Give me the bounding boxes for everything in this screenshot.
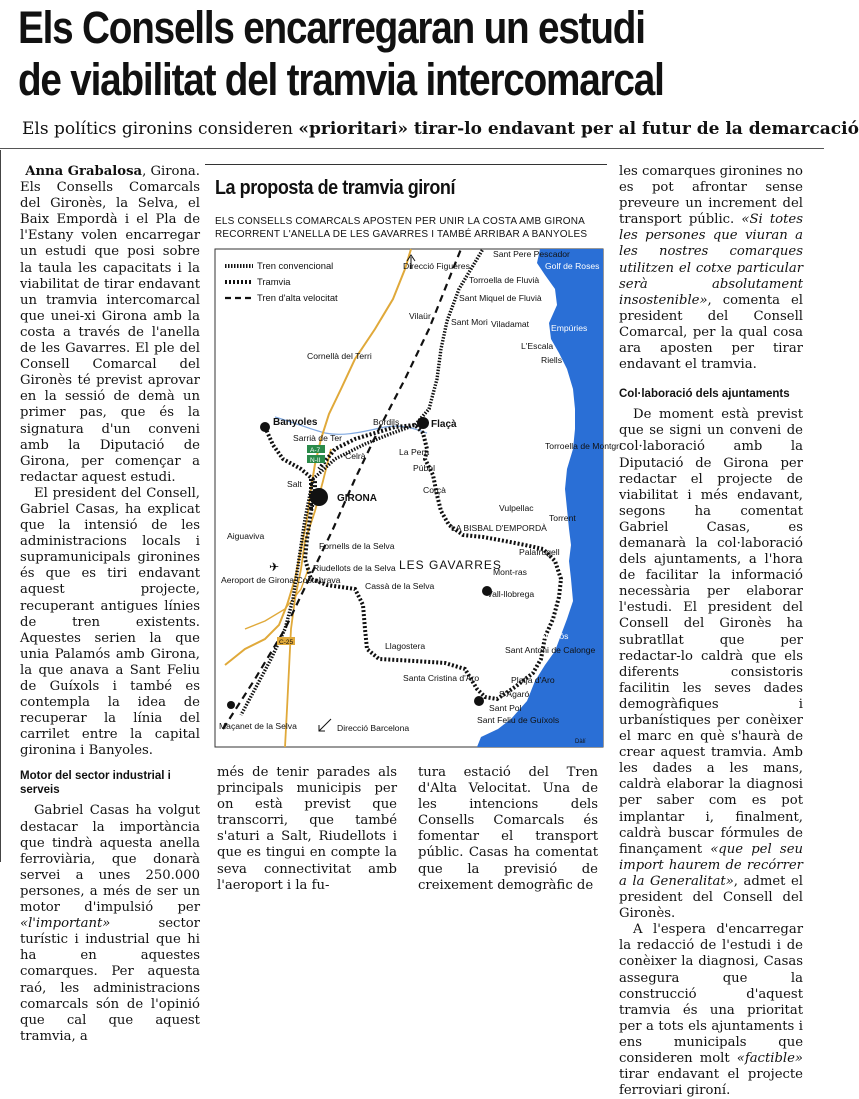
label-palafrugell: Palafrugell — [519, 547, 560, 557]
road-label-c25: C-25 — [279, 639, 294, 646]
label-cornella: Cornellà del Terri — [307, 351, 372, 361]
map-infographic — [205, 164, 622, 758]
label-torroella-montgri: Torroella de Montgrí — [545, 441, 622, 451]
section-subhead: Col·laboració dels ajuntaments — [619, 388, 790, 401]
label-empuries: Empúries — [551, 323, 588, 333]
label-vall-llobrega: Vall-llobrega — [487, 589, 535, 599]
legend-label-high-speed: Tren d'alta velocitat — [257, 292, 338, 303]
italic-quote: «factible» — [736, 1050, 803, 1066]
paragraph: tura estació del Tren d'Alta Velocitat. Una de les intencions dels Consells Comarcals és fomentar el transport públic. Casas ha comentat que la previsió de creixement demogràfic de — [418, 765, 598, 893]
top-rule — [0, 148, 824, 149]
label-sant-feliu: Sant Feliu de Guíxols — [477, 715, 560, 725]
map-graphic — [215, 249, 622, 747]
paragraph: El president del Consell, Gabriel Casas, ha explicat que la intensió de les administracions locals i supramunicipals gironines és que es tiri endavant aquest projecte, recuperant antigues línies de tren existents. Aquestes serien la que unia Palamós amb Girona, la que anava a Sant Feliu de Guíxols i també es contempla la idea de recuperar la línia del carrilet entre la capital gironina i Banyoles. — [20, 485, 200, 759]
text-span: , comenta el president del Consell Comarcal, per la qual cosa ara aposten per tirar endavant el tramvia. — [619, 292, 803, 373]
legend-label-conventional: Tren convencional — [257, 260, 334, 271]
paragraph — [619, 164, 803, 373]
label-salt: Salt — [287, 479, 302, 489]
article-column-1 — [20, 164, 200, 1045]
map-title: La proposta de tramvia gironí — [215, 177, 456, 199]
airplane-icon: ✈ — [269, 560, 280, 574]
subheadline — [22, 118, 859, 140]
label-platja-aro: Platja d'Aro — [511, 675, 555, 685]
label-les-gavarres: LES GAVARRES — [399, 558, 502, 572]
text-span: les comarques gironines no es pot afrontar sense preveure un increment del transport públic. — [619, 164, 803, 228]
label-corca: Corçà — [423, 485, 446, 495]
label-riudellots: Riudellots de la Selva — [313, 563, 396, 573]
station-flaca — [417, 417, 429, 429]
station-sant-feliu — [474, 696, 484, 706]
label-la-bisbal: LA BISBAL D'EMPORDÀ — [451, 523, 547, 533]
label-palamos: Palamós — [535, 631, 569, 641]
label-vilaur: Vilaür — [409, 311, 431, 321]
label-direccio-figueres: Direcció Figueres — [403, 261, 470, 271]
byline-author: Anna Grabalosa — [25, 164, 143, 179]
legend-label-tram: Tramvia — [257, 276, 291, 287]
paragraph — [619, 407, 803, 922]
text-span: De moment està previst que se signi un conveni de col·laboració amb la Diputació de Girona per redactar el projecte de viabilitat i més endavant, segons ha comentat Gabriel Casas, es demanarà la col·laboració dels ajuntaments, a l'hora de facilitar la informació necessària per elaborar l'estudi. El president del Consell del Gironès ha subratllat que per redactar-lo caldrà que els diferents consistoris facilitin les seves dades demogràfiques i urbanístiques per conèixer el marc en què s'haurà de crear aquest tramvia. Amb les dades a les mans, caldrà elaborar la diagnosi per saber com es pot implantar i, finalment, caldrà buscar fórmules de finançament — [619, 407, 803, 857]
map-intro-line: ELS CONSELLS COMARCALS APOSTEN PER UNIR LA COSTA AMB GIRONA — [215, 216, 586, 227]
label-fornells: Fornells de la Selva — [319, 541, 395, 551]
label-direccio-barcelona: Direcció Barcelona — [337, 723, 410, 733]
label-torrent: Torrent — [549, 513, 576, 523]
label-aiguaviva: Aiguaviva — [227, 531, 265, 541]
label-celra: Celrà — [345, 451, 366, 461]
label-santa-cristina: Santa Cristina d'Aro — [403, 673, 480, 683]
left-edge-rule — [0, 150, 1, 862]
label-flaca: Flaçà — [431, 419, 457, 430]
italic-quote: «que pel seu import haurem de recórrer a la Generalitat» — [619, 841, 803, 889]
byline-place: , Girona. — [142, 164, 200, 179]
text-span: tirar endavant el projecte ferroviari gironí. — [619, 1067, 803, 1099]
station-girona — [310, 488, 328, 506]
article-column-2 — [217, 765, 397, 894]
label-viladamat: Viladamat — [491, 319, 530, 329]
subhead-post: tirar-lo endavant per al futur de la demarcació — [407, 119, 859, 139]
subhead-bold: «prioritari» — [298, 119, 408, 139]
label-bordils: Bordils — [373, 417, 400, 427]
station-banyoles — [260, 422, 270, 432]
road-label-a7: A-7 — [310, 447, 321, 454]
italic-quote: «Si totes les persones que viuran a les nostres comarques utilitzen el cotxe particular serà absolutament insostenible» — [619, 212, 803, 308]
label-cassa: Cassà de la Selva — [365, 581, 435, 591]
paragraph: Els Consells Comarcals del Gironès, la Selva, el Baix Empordà i el Pla de l'Estany volen encarregar un estudi que posi sobre la taula les capacitats i la viabilitat de tirar endavant un tramvia intercomarcal que unei-xi Girona amb la costa a través de l'anella de les Gavarres. El ple del Consell Comarcal del Gironès té previst aprovar en la sessió de demà un primer pas, que és la signatura d'un conveni amb la Diputació de Girona, per començar a redactar aquest estudi. — [20, 180, 200, 485]
article-column-4 — [619, 164, 803, 1099]
label-sant-pol: Sant Pol — [489, 703, 522, 713]
paragraph — [20, 803, 200, 1044]
label-banyoles: Banyoles — [273, 417, 318, 428]
label-pubol: Púbol — [413, 463, 435, 473]
station-macanet — [227, 701, 235, 709]
article-column-3 — [418, 765, 598, 894]
italic-quote: «l'important» — [20, 916, 111, 932]
label-sant-miquel: Sant Miquel de Fluvià — [459, 293, 542, 303]
label-mont-ras: Mont-ras — [493, 567, 527, 577]
paragraph — [619, 922, 803, 1099]
map-credit: Dàlí — [575, 739, 586, 745]
subhead-pre: Els polítics gironins consideren — [22, 119, 299, 139]
label-golf-roses: Golf de Roses — [545, 261, 600, 271]
map-intro-line: RECORRENT L'ANELLA DE LES GAVARRES I TAMBÉ ARRIBAR A BANYOLES — [215, 229, 588, 240]
label-aeroport: Aeroport de Girona Costabrava — [221, 575, 341, 585]
text-span: sector turístic i industrial que hi ha en aquestes comarques. Per aquesta raó, les administracions comarcals són de l'opinió que cal que aquest tramvia, a — [20, 916, 200, 1044]
headline-line-2: de viabilitat del tramvia intercomarcal — [18, 54, 664, 105]
label-llagostera: Llagostera — [385, 641, 426, 651]
road-label-n2: N-II — [310, 457, 321, 464]
label-sant-mori: Sant Mori — [451, 317, 488, 327]
text-span: , admet el president del Consell del Gironès. — [619, 873, 804, 922]
label-riells: Riells — [541, 355, 563, 365]
label-sarria: Sarrià de Ter — [293, 433, 343, 443]
byline — [20, 164, 200, 180]
label-la-pera: La Pera — [399, 447, 430, 457]
paragraph: més de tenir parades als principals municipis per on està previst que transcorri, que també s'aturi a Salt, Riudellots i que es tingui en compte la seva connectivitat amb l'aeroport i la fu- — [217, 765, 397, 893]
label-lescala: L'Escala — [521, 341, 554, 351]
map-intro — [215, 215, 605, 241]
label-sagaro: S'Agaró — [499, 689, 530, 699]
text-span: Gabriel Casas ha volgut destacar la importància que tindrà aquesta anella ferroviària, que donarà servei a unes 250.000 persones, a més de ser un motor d'impulsió per — [20, 803, 200, 916]
label-macanet: Maçanet de la Selva — [219, 721, 297, 731]
label-vulpellac: Vulpellac — [499, 503, 534, 513]
headline — [18, 2, 697, 106]
headline-line-1: Els Consells encarregaran un estudi — [18, 2, 645, 53]
label-sant-antoni: Sant Antoni de Calonge — [505, 645, 596, 655]
label-torroella-fluvia: Torroella de Fluvià — [469, 275, 540, 285]
label-girona: GIRONA — [337, 493, 377, 504]
label-sant-pere-pescador: Sant Pere Pescador — [493, 249, 570, 259]
text-span: A l'espera d'encarregar la redacció de l'estudi i de conèixer la diagnosi, Casas assegura que la construcció d'aquest tramvia és una prioritat per a tots els ajuntaments i ens municipals que consideren molt — [619, 922, 803, 1066]
section-subhead: Motor del sector industrial i serveis — [20, 770, 171, 797]
